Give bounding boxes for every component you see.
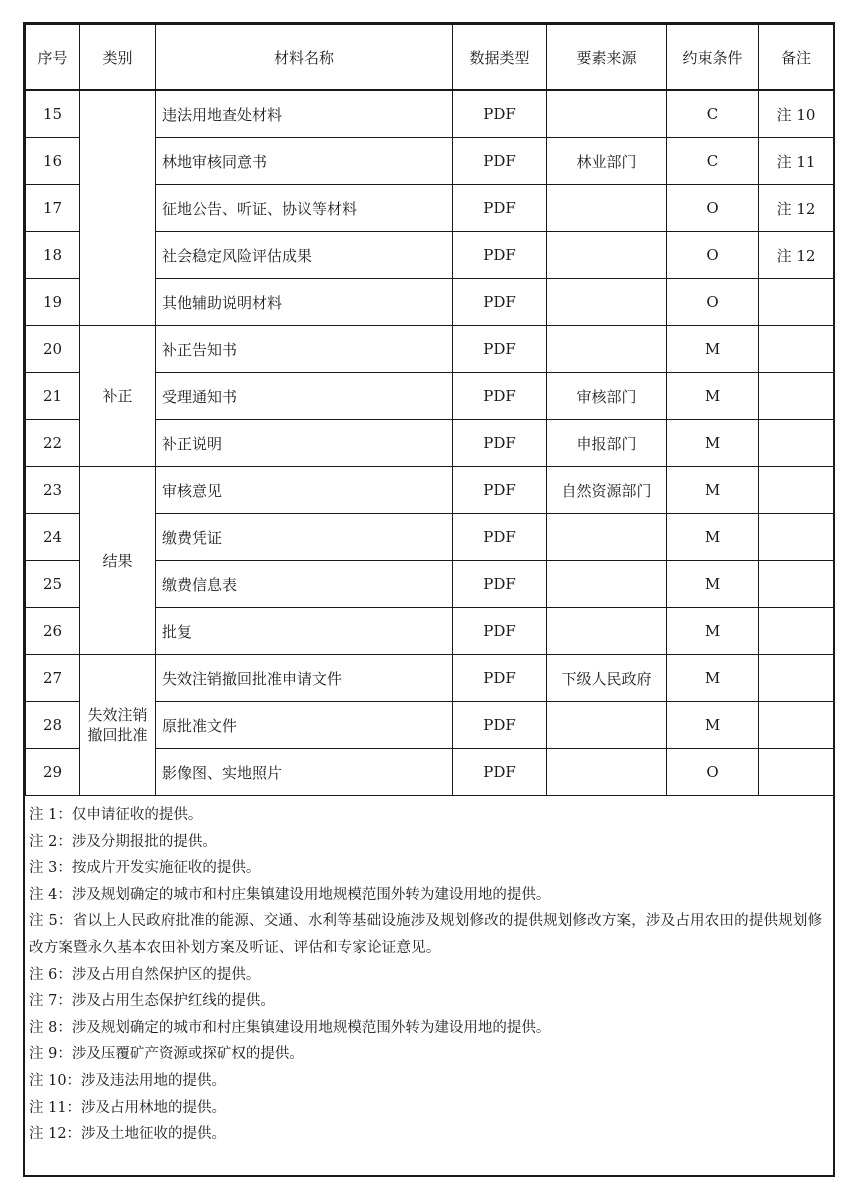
- cell-material-name: 失效注销撤回批准申请文件: [156, 655, 453, 702]
- note-line: 注 5：省以上人民政府批准的能源、交通、水利等基础设施涉及规划修改的提供规划修改方案，涉及占用农田的提供规划修改方案暨永久基本农田补划方案及听证、评估和专家论证意见。: [29, 913, 823, 956]
- cell-constraint: M: [667, 514, 759, 561]
- cell-constraint: M: [667, 467, 759, 514]
- cell-source: [547, 608, 667, 655]
- table-header-row: [26, 25, 834, 91]
- cell-remark: 注 12: [759, 185, 834, 232]
- note-line: 注 9：涉及压覆矿产资源或探矿权的提供。: [29, 1046, 304, 1063]
- cell-constraint: C: [667, 90, 759, 138]
- cell-material-name: 补正说明: [156, 420, 453, 467]
- cell-source: [547, 326, 667, 373]
- cell-no: 17: [26, 185, 80, 232]
- cell-remark: [759, 467, 834, 514]
- cell-material-name: 林地审核同意书: [156, 138, 453, 185]
- cell-remark: [759, 420, 834, 467]
- cell-constraint: O: [667, 185, 759, 232]
- cell-no: 24: [26, 514, 80, 561]
- cell-material-name: 缴费凭证: [156, 514, 453, 561]
- table-row: [26, 655, 834, 702]
- cell-material-name: 其他辅助说明材料: [156, 279, 453, 326]
- table-body: [26, 90, 834, 796]
- cell-remark: [759, 326, 834, 373]
- note-line: 注 4：涉及规划确定的城市和村庄集镇建设用地规模范围外转为建设用地的提供。: [29, 886, 551, 903]
- cell-source: [547, 90, 667, 138]
- header-no: 序号: [26, 25, 80, 91]
- cell-no: 26: [26, 608, 80, 655]
- cell-material-name: 审核意见: [156, 467, 453, 514]
- cell-remark: 注 12: [759, 232, 834, 279]
- cell-no: 21: [26, 373, 80, 420]
- cell-data-type: PDF: [453, 467, 547, 514]
- cell-category: [80, 90, 156, 326]
- cell-source: 审核部门: [547, 373, 667, 420]
- header-category: 类别: [80, 25, 156, 91]
- cell-source: [547, 514, 667, 561]
- cell-remark: [759, 655, 834, 702]
- table-row: [26, 467, 834, 514]
- cell-data-type: PDF: [453, 514, 547, 561]
- cell-constraint: M: [667, 608, 759, 655]
- cell-material-name: 违法用地查处材料: [156, 90, 453, 138]
- cell-source: 自然资源部门: [547, 467, 667, 514]
- cell-data-type: PDF: [453, 185, 547, 232]
- cell-data-type: PDF: [453, 326, 547, 373]
- note-line: 注 6：涉及占用自然保护区的提供。: [29, 966, 261, 983]
- cell-data-type: PDF: [453, 608, 547, 655]
- cell-constraint: M: [667, 561, 759, 608]
- cell-no: 29: [26, 749, 80, 796]
- cell-data-type: PDF: [453, 138, 547, 185]
- cell-no: 18: [26, 232, 80, 279]
- cell-data-type: PDF: [453, 373, 547, 420]
- table-row: [26, 90, 834, 138]
- note-line: 注 10：涉及违法用地的提供。: [29, 1072, 227, 1089]
- document-frame: [23, 22, 835, 1177]
- cell-no: 25: [26, 561, 80, 608]
- cell-remark: [759, 279, 834, 326]
- cell-material-name: 缴费信息表: [156, 561, 453, 608]
- cell-constraint: M: [667, 326, 759, 373]
- category-label-line: 撤回批准: [87, 726, 148, 744]
- cell-material-name: 批复: [156, 608, 453, 655]
- cell-no: 15: [26, 90, 80, 138]
- category-label-line: 结果: [102, 551, 133, 570]
- cell-constraint: O: [667, 279, 759, 326]
- cell-material-name: 受理通知书: [156, 373, 453, 420]
- note-line: 注 11：涉及占用林地的提供。: [29, 1099, 227, 1116]
- materials-table: [25, 24, 834, 796]
- cell-material-name: 补正告知书: [156, 326, 453, 373]
- cell-source: [547, 561, 667, 608]
- cell-remark: [759, 608, 834, 655]
- cell-no: 27: [26, 655, 80, 702]
- cell-remark: [759, 514, 834, 561]
- cell-data-type: PDF: [453, 655, 547, 702]
- header-material-name: 材料名称: [156, 25, 453, 91]
- cell-no: 22: [26, 420, 80, 467]
- cell-material-name: 原批准文件: [156, 702, 453, 749]
- cell-category: [80, 655, 156, 796]
- cell-no: 16: [26, 138, 80, 185]
- cell-data-type: PDF: [453, 702, 547, 749]
- cell-source: 林业部门: [547, 138, 667, 185]
- cell-remark: [759, 373, 834, 420]
- cell-remark: [759, 749, 834, 796]
- cell-no: 28: [26, 702, 80, 749]
- cell-material-name: 征地公告、听证、协议等材料: [156, 185, 453, 232]
- cell-data-type: PDF: [453, 232, 547, 279]
- cell-no: 19: [26, 279, 80, 326]
- cell-data-type: PDF: [453, 420, 547, 467]
- cell-category: [80, 326, 156, 467]
- cell-source: [547, 185, 667, 232]
- cell-material-name: 影像图、实地照片: [156, 749, 453, 796]
- cell-constraint: O: [667, 232, 759, 279]
- note-line: 注 1：仅申请征收的提供。: [29, 807, 203, 823]
- header-remark: 备注: [759, 25, 834, 91]
- cell-no: 20: [26, 326, 80, 373]
- header-constraint: 约束条件: [667, 25, 759, 91]
- cell-constraint: M: [667, 373, 759, 420]
- cell-source: [547, 749, 667, 796]
- cell-source: 下级人民政府: [547, 655, 667, 702]
- note-line: 注 2：涉及分期报批的提供。: [29, 833, 217, 850]
- note-line: 注 8：涉及规划确定的城市和村庄集镇建设用地规模范围外转为建设用地的提供。: [29, 1019, 551, 1036]
- header-source: 要素来源: [547, 25, 667, 91]
- cell-constraint: C: [667, 138, 759, 185]
- cell-remark: [759, 702, 834, 749]
- cell-constraint: O: [667, 749, 759, 796]
- category-label-line: 补正: [102, 387, 133, 405]
- notes-section: [25, 796, 833, 1148]
- cell-constraint: M: [667, 655, 759, 702]
- category-label-line: 失效注销: [87, 706, 148, 724]
- cell-source: [547, 232, 667, 279]
- cell-material-name: 社会稳定风险评估成果: [156, 232, 453, 279]
- note-line: 注 7：涉及占用生态保护红线的提供。: [29, 993, 275, 1010]
- cell-data-type: PDF: [453, 749, 547, 796]
- table-row: [26, 326, 834, 373]
- cell-source: [547, 702, 667, 749]
- note-line: 注 12：涉及土地征收的提供。: [29, 1126, 227, 1143]
- cell-constraint: M: [667, 420, 759, 467]
- cell-no: 23: [26, 467, 80, 514]
- cell-data-type: PDF: [453, 90, 547, 138]
- cell-remark: 注 11: [759, 138, 834, 185]
- cell-constraint: M: [667, 702, 759, 749]
- note-line: 注 3：按成片开发实施征收的提供。: [29, 860, 261, 877]
- cell-category: [80, 467, 156, 655]
- header-data-type: 数据类型: [453, 25, 547, 91]
- cell-remark: 注 10: [759, 90, 834, 138]
- cell-data-type: PDF: [453, 279, 547, 326]
- cell-remark: [759, 561, 834, 608]
- cell-source: [547, 279, 667, 326]
- cell-data-type: PDF: [453, 561, 547, 608]
- cell-source: 申报部门: [547, 420, 667, 467]
